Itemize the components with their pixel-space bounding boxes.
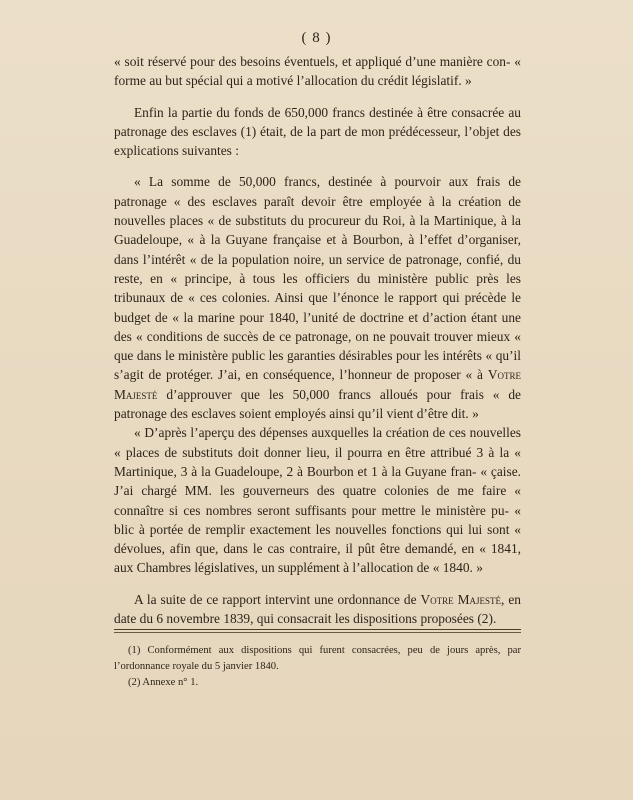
paragraph-gap	[114, 160, 521, 172]
footnote-2: (2) Annexe n° 1.	[128, 677, 199, 688]
body-text	[114, 52, 521, 628]
paragraph-gap	[114, 578, 521, 590]
footnotes	[114, 643, 521, 691]
paragraph-patronage-intro: Enfin la partie du fonds de 650,000 francs destinée à être consacrée au patronage des esclaves (1) était, de la part de mon prédécesseur, l’objet des explications suivantes :	[114, 104, 521, 159]
paragraph-ordonnance	[114, 590, 521, 629]
quote-text: d’approuver que les 50,000 francs alloués pour frais « de patronage des esclaves soient employés ainsi qu’il vient d’être dit. »	[114, 386, 521, 422]
ordonnance-text: , en date du 6 novembre 1839, qui consacrait les dispositions proposées (2).	[114, 591, 521, 627]
majesty-caps: Votre Majesté	[420, 591, 502, 607]
quote-text: « La somme de 50,000 francs, destinée à pourvoir aux frais de patronage « des esclaves paraît devoir être employée à la création de nouvelles places « de substituts du procureur du Roi, à la Martinique, à la Guadeloupe, « à la Guyane française et à Bourbon, à l’effet d’organiser, dans l’intérêt « de la population noire, un service de patronage, confié, du reste, en « principe, à tous les officiers du ministère public près les tribunaux de « ces colonies. Ainsi que l’énonce le rapport qui précède le budget de « la marine pour 1840, l’unité de doctrine et d’action étant une des « conditions de succès de ce patronage, on ne pouvait trouver mieux « que dans le ministère public les garanties désirables pour les intérêts « qu’il s’agit de protéger. J’ai, en conséquence, l’honneur de proposer « à	[114, 174, 521, 383]
page-number: ( 8 )	[301, 30, 332, 46]
footnote-rule	[114, 629, 521, 630]
footnote-rule-secondary	[114, 632, 521, 633]
paragraph-gap	[114, 91, 521, 103]
paragraph-quote-50000	[114, 172, 521, 423]
footnote-1: (1) Conformément aux dispositions qui furent consacrées, peu de jours après, par l’ordonnance royale du 5 janvier 1840.	[114, 645, 521, 672]
ordonnance-text: A la suite de ce rapport intervint une ordonnance de	[134, 591, 417, 607]
paragraph-quote-substituts: « D’après l’aperçu des dépenses auxquelles la création de ces nouvelles « places de substituts doit donner lieu, il pourra en être attribué 3 à la « Martinique, 3 à la Guadeloupe, 2 à Bourbon et 1 à la Guyane fran- « çaise. J’ai chargé MM. les gouverneurs des quatre colonies de me faire « connaître si ces nombres seront suffisants pour mettre le ministère pu- « blic à portée de remplir exactement les nouvelles fonctions qui lui sont « dévolues, afin que, dans le cas contraire, il pût être demandé, en « 1841, aux Chambres législatives, un supplément à l’allocation de « 1840. »	[114, 425, 521, 576]
majesty-caps: Votre Majesté	[114, 367, 521, 402]
paragraph-quote-continuation: « soit réservé pour des besoins éventuels, et appliqué d’une manière con- « forme au but spécial qui a motivé l’allocation du crédit législatif. »	[114, 54, 521, 89]
